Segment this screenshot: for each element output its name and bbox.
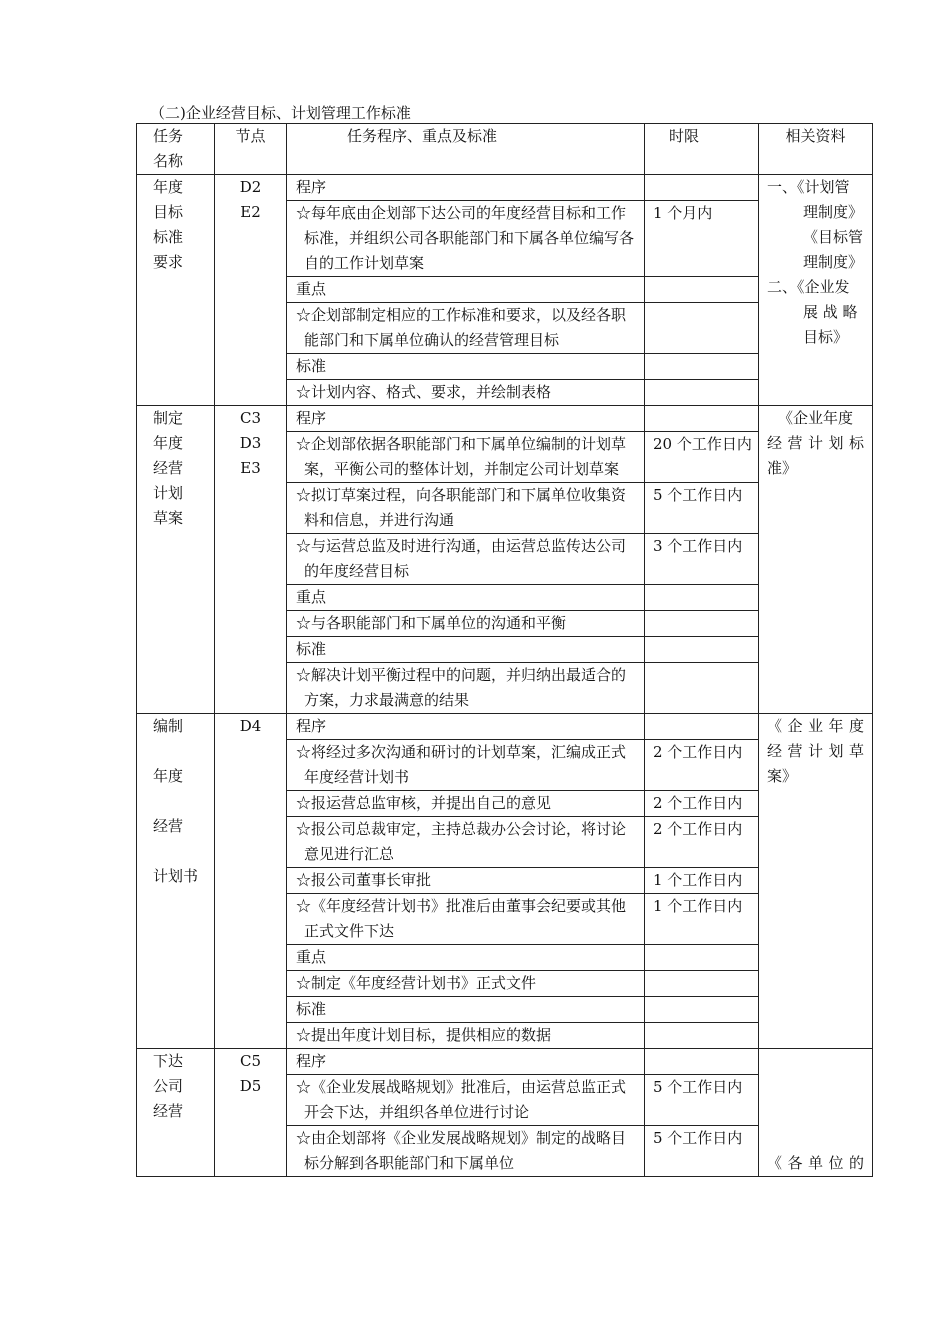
procedure-text: ☆与各职能部门和下属单位的沟通和平衡 bbox=[296, 614, 567, 632]
time-limit-cell bbox=[645, 971, 759, 997]
procedure-text: ☆由企划部将《企业发展战略规划》制定的战略目标分解到各职能部门和下属单位 bbox=[296, 1129, 627, 1172]
time-limit-cell bbox=[645, 1023, 759, 1049]
procedure-text: 重点 bbox=[296, 948, 327, 966]
time-limit-cell: 20 个工作日内 bbox=[645, 432, 759, 483]
table-row bbox=[137, 175, 873, 201]
table-header-row bbox=[137, 124, 873, 175]
node-cell: C5 D5 bbox=[215, 1049, 287, 1177]
procedure-item bbox=[287, 1075, 645, 1126]
reference-cell bbox=[759, 1049, 873, 1177]
node-cell: D2 E2 bbox=[215, 175, 287, 406]
procedure-section-label bbox=[287, 175, 645, 201]
time-limit-cell: 2 个工作日内 bbox=[645, 740, 759, 791]
procedure-text: ☆企划部依据各职能部门和下属单位编制的计划草案，平衡公司的整体计划，并制定公司计划草案 bbox=[296, 435, 627, 478]
time-limit-cell bbox=[645, 406, 759, 432]
header-task-name: 任务 名称 bbox=[137, 124, 215, 175]
time-limit-cell bbox=[645, 997, 759, 1023]
procedure-section-label bbox=[287, 945, 645, 971]
procedure-text: ☆将经过多次沟通和研讨的计划草案，汇编成正式年度经营计划书 bbox=[296, 743, 627, 786]
table-row bbox=[137, 406, 873, 432]
procedure-text: ☆《年度经营计划书》批准后由董事会纪要或其他正式文件下达 bbox=[296, 897, 627, 940]
reference-cell bbox=[759, 406, 873, 714]
time-limit-cell: 5 个工作日内 bbox=[645, 1126, 759, 1177]
task-name: 制定 年度 经营 计划 草案 bbox=[153, 409, 184, 527]
procedure-section-label bbox=[287, 585, 645, 611]
reference-line: 《企业年度 bbox=[777, 409, 853, 427]
task-name-cell bbox=[137, 406, 215, 714]
reference-line: 理制度》 bbox=[803, 253, 864, 271]
reference-line: 一、《计划管 bbox=[767, 178, 850, 196]
procedure-text: ☆《企业发展战略规划》批准后，由运营总监正式开会下达，并组织各单位进行讨论 bbox=[296, 1078, 627, 1121]
time-limit-cell bbox=[645, 663, 759, 714]
reference-line: 《 各 单 位 的 bbox=[767, 1154, 864, 1172]
procedure-item bbox=[287, 432, 645, 483]
time-limit-cell: 1 个工作日内 bbox=[645, 868, 759, 894]
time-limit-cell bbox=[645, 945, 759, 971]
reference-line: 《目标管 bbox=[803, 228, 864, 246]
procedure-text: 程序 bbox=[296, 178, 327, 196]
time-limit-cell: 1 个工作日内 bbox=[645, 894, 759, 945]
procedure-section-label bbox=[287, 1049, 645, 1075]
procedure-item bbox=[287, 380, 645, 406]
table-body bbox=[137, 175, 873, 1177]
work-standard-table bbox=[136, 123, 873, 1177]
node-cell: D4 bbox=[215, 714, 287, 1049]
header-time-limit: 时限 bbox=[645, 124, 759, 175]
procedure-text: ☆计划内容、格式、要求，并绘制表格 bbox=[296, 383, 552, 401]
time-limit-cell bbox=[645, 175, 759, 201]
procedure-item bbox=[287, 791, 645, 817]
procedure-text: 重点 bbox=[296, 588, 327, 606]
time-limit-cell bbox=[645, 585, 759, 611]
procedure-text: ☆与运营总监及时进行沟通，由运营总监传达公司的年度经营目标 bbox=[296, 537, 627, 580]
time-limit-cell bbox=[645, 714, 759, 740]
time-limit-cell bbox=[645, 303, 759, 354]
header-reference: 相关资料 bbox=[759, 124, 873, 175]
reference-line: 目标》 bbox=[803, 328, 849, 346]
procedure-text: ☆提出年度计划目标，提供相应的数据 bbox=[296, 1026, 552, 1044]
time-limit-cell: 5 个工作日内 bbox=[645, 483, 759, 534]
task-name: 年度 目标 标准 要求 bbox=[153, 178, 184, 271]
time-limit-cell: 2 个工作日内 bbox=[645, 817, 759, 868]
table-row bbox=[137, 1049, 873, 1075]
reference-line: 展 战 略 bbox=[803, 303, 858, 321]
procedure-text: ☆解决计划平衡过程中的问题，并归纳出最适合的方案，力求最满意的结果 bbox=[296, 666, 627, 709]
procedure-item bbox=[287, 483, 645, 534]
procedure-section-label bbox=[287, 714, 645, 740]
page-heading: （二)企业经营目标、计划管理工作标准 bbox=[150, 104, 411, 122]
task-name: 下达 公司 经营 bbox=[153, 1052, 184, 1120]
procedure-item bbox=[287, 201, 645, 277]
procedure-section-label bbox=[287, 997, 645, 1023]
header-node: 节点 bbox=[215, 124, 287, 175]
procedure-text: ☆报公司董事长审批 bbox=[296, 871, 432, 889]
node-cell: C3 D3 E3 bbox=[215, 406, 287, 714]
time-limit-cell bbox=[645, 380, 759, 406]
task-name-cell bbox=[137, 714, 215, 1049]
reference-line: 经 营 计 划 草 bbox=[767, 742, 864, 760]
reference-cell bbox=[759, 714, 873, 1049]
procedure-text: 标准 bbox=[296, 357, 327, 375]
procedure-item bbox=[287, 611, 645, 637]
time-limit-cell: 5 个工作日内 bbox=[645, 1075, 759, 1126]
procedure-text: 重点 bbox=[296, 280, 327, 298]
procedure-item bbox=[287, 868, 645, 894]
task-name-cell bbox=[137, 175, 215, 406]
procedure-text: ☆每年底由企划部下达公司的年度经营目标和工作标准，并组织公司各职能部门和下属各单位编写各自的工作计划草案 bbox=[296, 204, 635, 272]
time-limit-cell bbox=[645, 611, 759, 637]
time-limit-cell bbox=[645, 354, 759, 380]
time-limit-cell: 1 个月内 bbox=[645, 201, 759, 277]
procedure-text: ☆报公司总裁审定，主持总裁办公会讨论，将讨论意见进行汇总 bbox=[296, 820, 627, 863]
task-name: 编制 年度 经营 计划书 bbox=[153, 717, 199, 885]
task-name-cell bbox=[137, 1049, 215, 1177]
procedure-text: ☆拟订草案过程，向各职能部门和下属单位收集资料和信息，并进行沟通 bbox=[296, 486, 627, 529]
time-limit-cell: 3 个工作日内 bbox=[645, 534, 759, 585]
table-row bbox=[137, 714, 873, 740]
procedure-item bbox=[287, 1023, 645, 1049]
procedure-text: ☆企划部制定相应的工作标准和要求，以及经各职能部门和下属单位确认的经营管理目标 bbox=[296, 306, 627, 349]
time-limit-cell bbox=[645, 637, 759, 663]
procedure-text: 程序 bbox=[296, 717, 327, 735]
time-limit-cell bbox=[645, 277, 759, 303]
procedure-text: 标准 bbox=[296, 1000, 327, 1018]
procedure-item bbox=[287, 303, 645, 354]
time-limit-cell: 2 个工作日内 bbox=[645, 791, 759, 817]
procedure-section-label bbox=[287, 277, 645, 303]
procedure-text: 程序 bbox=[296, 409, 327, 427]
procedure-item bbox=[287, 740, 645, 791]
reference-line: 二、《企业发 bbox=[767, 278, 850, 296]
reference-line: 《 企 业 年 度 bbox=[767, 717, 864, 735]
procedure-text: 程序 bbox=[296, 1052, 327, 1070]
reference-line: 案》 bbox=[767, 767, 798, 785]
procedure-item bbox=[287, 894, 645, 945]
procedure-item bbox=[287, 534, 645, 585]
procedure-text: ☆报运营总监审核，并提出自己的意见 bbox=[296, 794, 552, 812]
reference-line: 经 营 计 划 标 bbox=[767, 434, 864, 452]
procedure-text: ☆制定《年度经营计划书》正式文件 bbox=[296, 974, 537, 992]
header-procedure: 任务程序、重点及标准 bbox=[287, 124, 645, 175]
reference-line: 理制度》 bbox=[803, 203, 864, 221]
procedure-section-label bbox=[287, 406, 645, 432]
procedure-item bbox=[287, 971, 645, 997]
procedure-section-label bbox=[287, 354, 645, 380]
reference-cell bbox=[759, 175, 873, 406]
procedure-item bbox=[287, 1126, 645, 1177]
procedure-section-label bbox=[287, 637, 645, 663]
procedure-item bbox=[287, 663, 645, 714]
procedure-text: 标准 bbox=[296, 640, 327, 658]
reference-line: 准》 bbox=[767, 459, 798, 477]
time-limit-cell bbox=[645, 1049, 759, 1075]
procedure-item bbox=[287, 817, 645, 868]
